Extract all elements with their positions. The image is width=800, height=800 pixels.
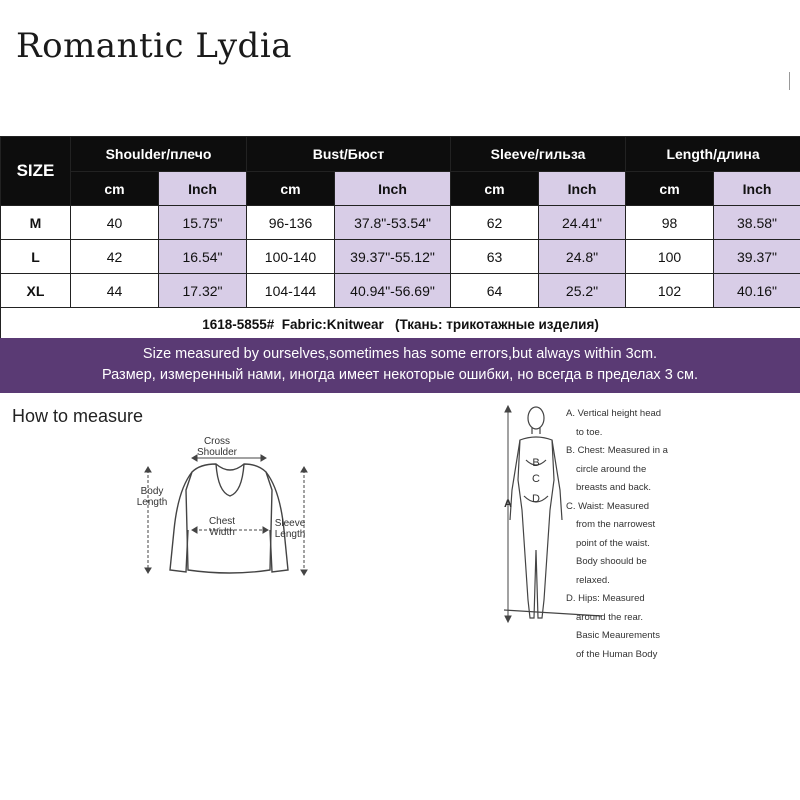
- notice-english: Size measured by ourselves,sometimes has some errors,but always within 3cm.: [142, 346, 658, 362]
- body-length-label: Body Length: [136, 486, 168, 508]
- legend-item-d: D. Hips: Measured around the rear. Basic Meaurements of the Human Body: [566, 593, 660, 660]
- table-cell: 63: [451, 240, 539, 274]
- table-cell: 96-136: [247, 206, 335, 240]
- label-a: A: [504, 498, 512, 510]
- row-size-label: M: [1, 206, 71, 240]
- unit-inch-header: Inch: [159, 172, 247, 206]
- table-cell: 40: [71, 206, 159, 240]
- label-d: D: [532, 493, 540, 505]
- table-cell: 44: [71, 274, 159, 308]
- table-cell: 104-144: [247, 274, 335, 308]
- chest-width-label: Chest Width: [208, 516, 236, 538]
- table-cell: 16.54": [159, 240, 247, 274]
- legend-item-b: B. Chest: Measured in a circle around the breasts and back.: [566, 445, 668, 493]
- legend-item-a: A. Vertical height head to toe.: [566, 408, 662, 438]
- group-header-bust: Bust/Бюст: [247, 137, 451, 172]
- unit-cm-header: cm: [626, 172, 714, 206]
- table-cell: 24.8": [539, 240, 626, 274]
- table-cell: 102: [626, 274, 714, 308]
- table-cell: 24.41": [539, 206, 626, 240]
- size-chart-table: [0, 136, 800, 342]
- table-cell: 39.37"-55.12": [335, 240, 451, 274]
- sweater-diagram: [130, 430, 330, 590]
- label-b: B: [532, 457, 540, 469]
- table-row: [1, 240, 800, 274]
- table-cell: 62: [451, 206, 539, 240]
- unit-inch-header: Inch: [335, 172, 451, 206]
- legend-item-c: C. Waist: Measured from the narrowest point of the waist. Body shoould be relaxed.: [566, 500, 656, 586]
- unit-inch-header: Inch: [539, 172, 626, 206]
- table-cell: 40.94"-56.69": [335, 274, 451, 308]
- row-size-label: L: [1, 240, 71, 274]
- unit-cm-header: cm: [247, 172, 335, 206]
- measurement-notice: [0, 338, 800, 393]
- group-header-length: Length/длина: [626, 137, 800, 172]
- table-row: [1, 274, 800, 308]
- sleeve-length-label: Sleeve Length: [274, 518, 306, 540]
- table-cell: 15.75": [159, 206, 247, 240]
- row-size-label: XL: [1, 274, 71, 308]
- table-cell: 38.58": [714, 206, 800, 240]
- unit-inch-header: Inch: [714, 172, 800, 206]
- table-row: [1, 206, 800, 240]
- brand-logo: Romantic Lydia: [16, 26, 292, 66]
- table-cell: 17.32": [159, 274, 247, 308]
- fabric-info: 1618-5855# Fabric:Knitwear (Ткань: трикотажные изделия): [1, 308, 800, 342]
- table-cell: 100-140: [247, 240, 335, 274]
- measure-legend: [566, 408, 696, 667]
- group-header-shoulder: Shoulder/плечо: [71, 137, 247, 172]
- table-cell: 25.2": [539, 274, 626, 308]
- table-cell: 100: [626, 240, 714, 274]
- table-cell: 64: [451, 274, 539, 308]
- cross-shoulder-label: Cross Shoulder: [196, 436, 238, 458]
- table-cell: 40.16": [714, 274, 800, 308]
- label-c: C: [532, 473, 540, 485]
- how-to-measure-title: How to measure: [12, 406, 144, 426]
- table-cell: 42: [71, 240, 159, 274]
- table-cell: 39.37": [714, 240, 800, 274]
- table-cell: 98: [626, 206, 714, 240]
- unit-cm-header: cm: [71, 172, 159, 206]
- edge-mark: [789, 72, 796, 90]
- unit-cm-header: cm: [451, 172, 539, 206]
- group-header-sleeve: Sleeve/гильза: [451, 137, 626, 172]
- notice-russian: Размер, измеренный нами, иногда имеет некоторые ошибки, но всегда в пределах 3 см.: [101, 367, 699, 383]
- table-cell: 37.8"-53.54": [335, 206, 451, 240]
- size-header: SIZE: [1, 137, 71, 206]
